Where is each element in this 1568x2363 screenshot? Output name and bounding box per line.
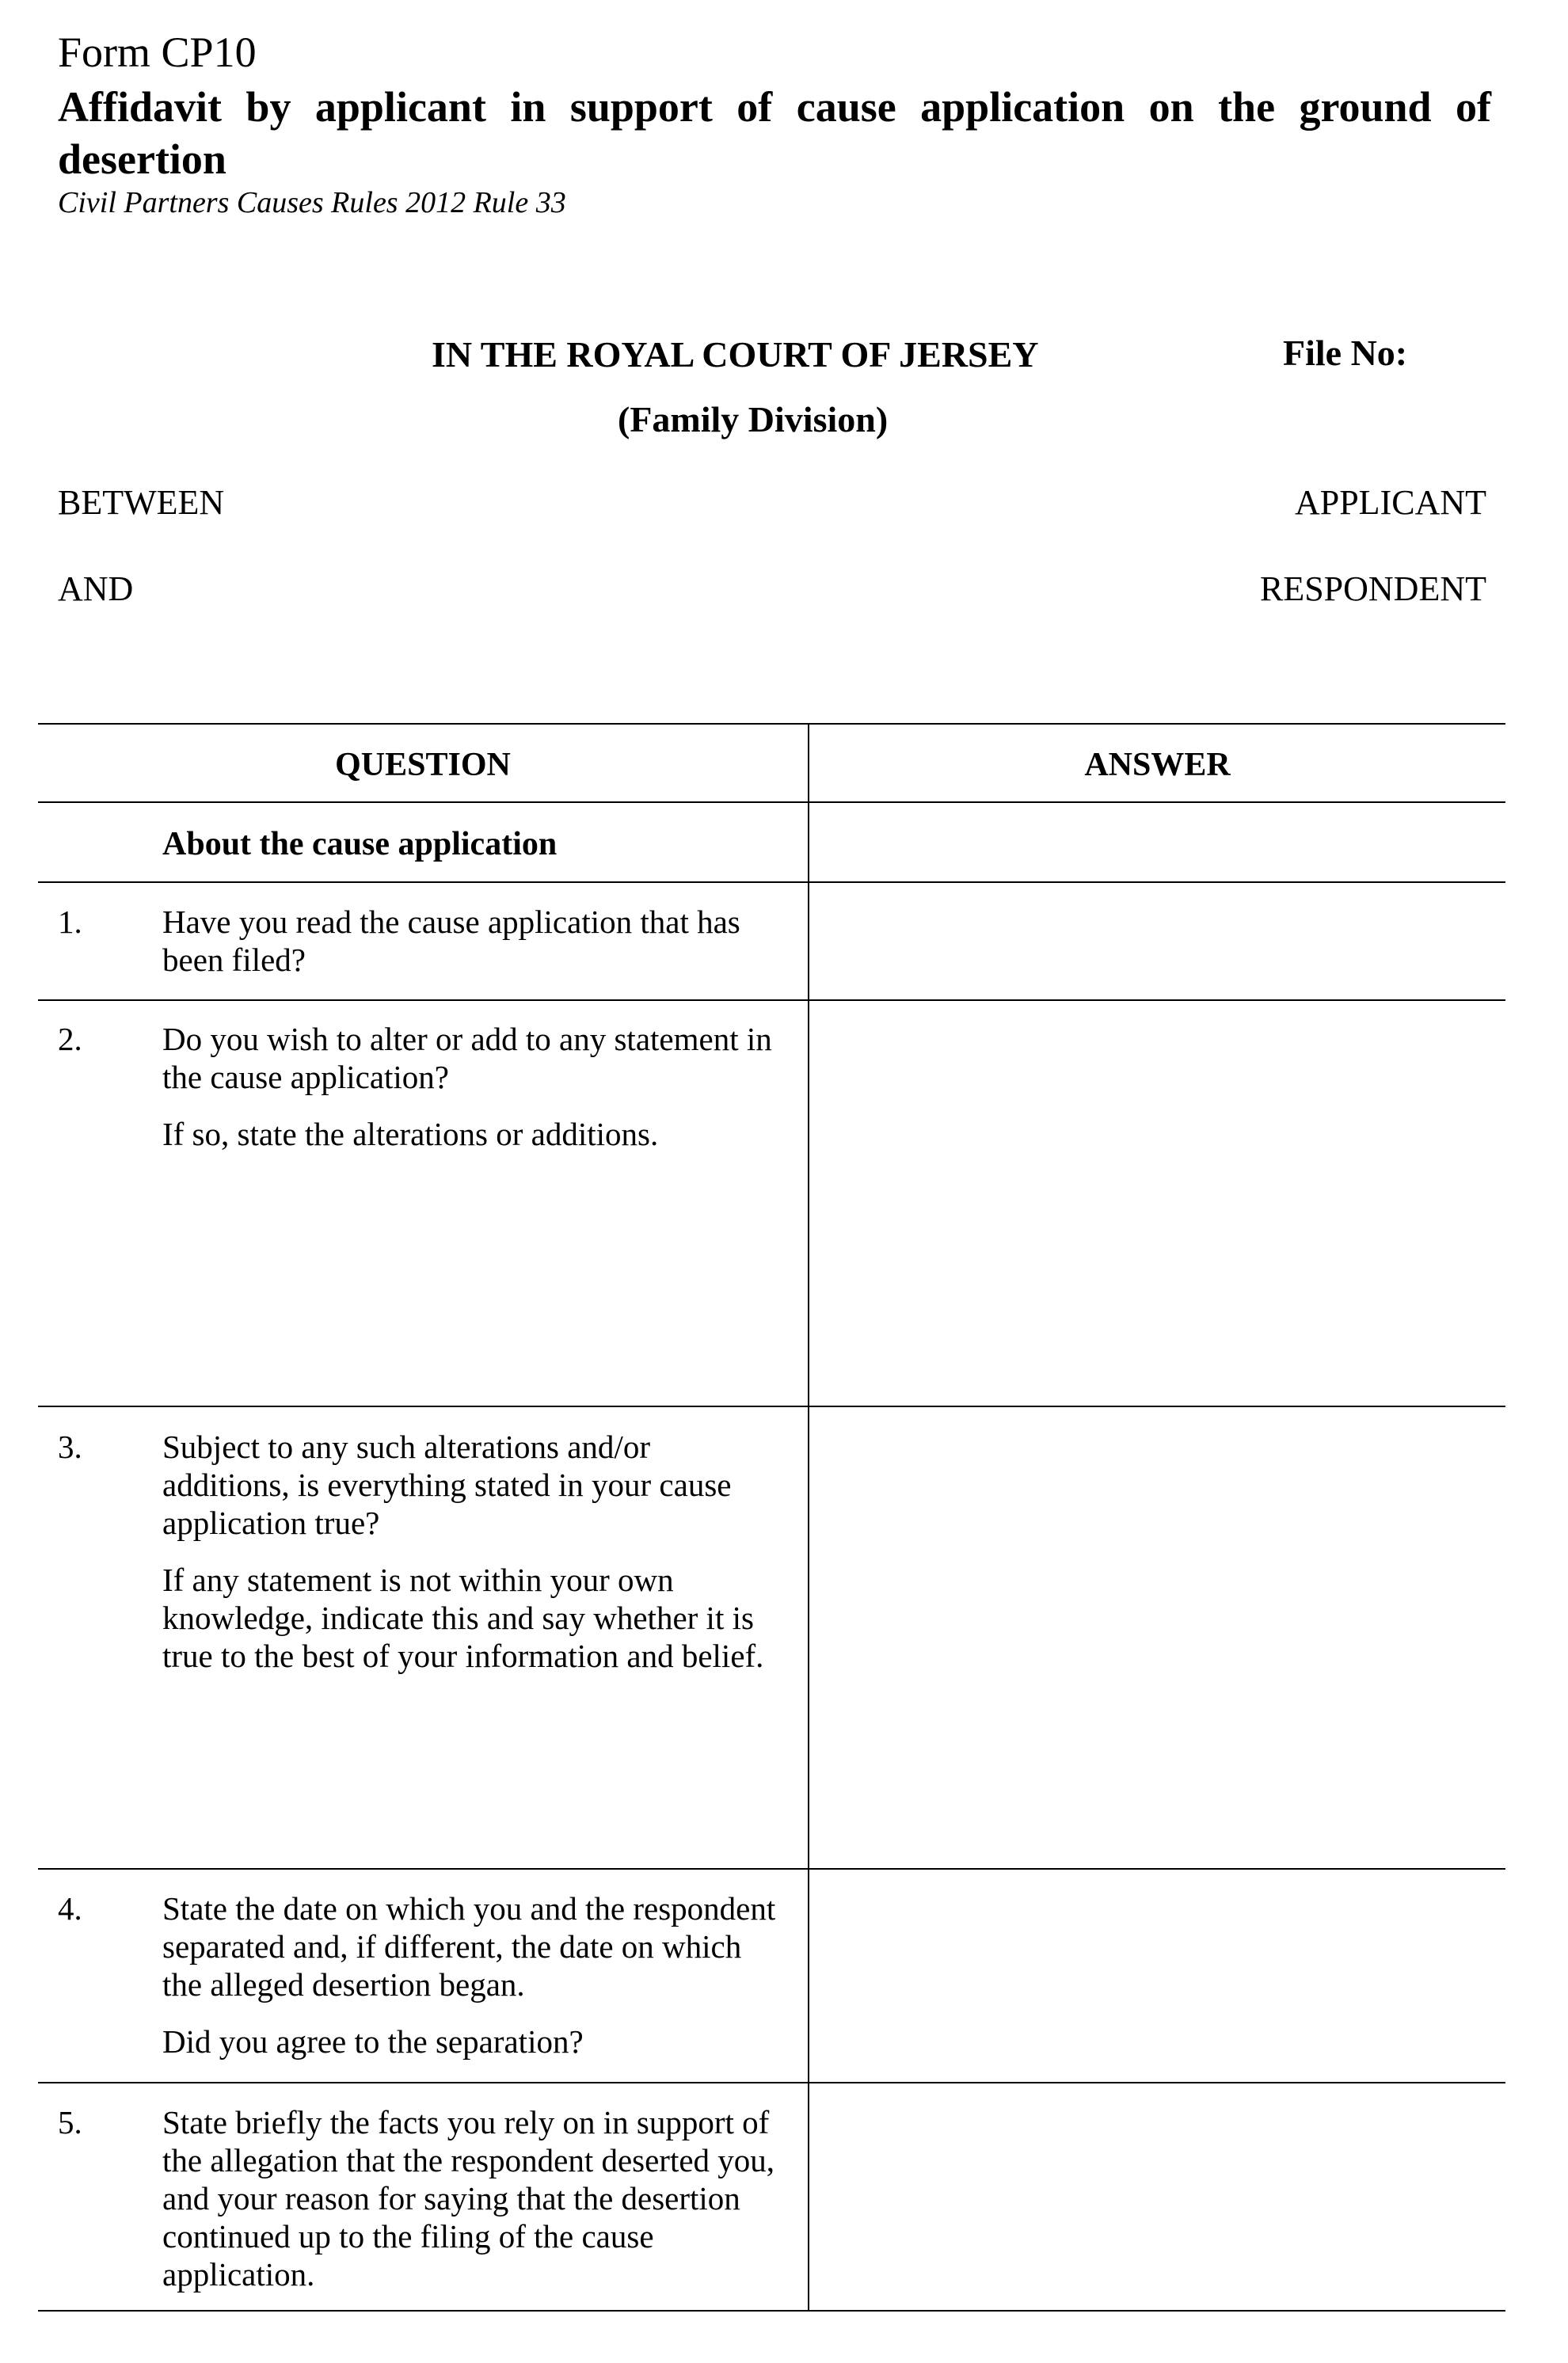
question-note-line: true to the best of your information and belief.	[162, 1638, 764, 1674]
court-division: (Family Division)	[618, 399, 889, 439]
form-number: Form CP10	[58, 29, 257, 76]
table-row-rule	[38, 2082, 1505, 2083]
question-line: State briefly the facts you rely on in support of	[162, 2104, 770, 2140]
question-line: the allegation that the respondent deserted you,	[162, 2142, 775, 2178]
question-text	[162, 1428, 796, 1675]
table-header-rule	[38, 801, 1505, 803]
form-rule-reference: Civil Partners Causes Rules 2012 Rule 33	[58, 186, 566, 219]
question-number: 4.	[58, 1890, 82, 1927]
answer-column-header: ANSWER	[1084, 747, 1231, 783]
question-line: continued up to the filing of the cause	[162, 2218, 654, 2255]
file-number-label: File No:	[1283, 333, 1408, 373]
question-line: the cause application?	[162, 1059, 449, 1095]
table-row-rule	[38, 1868, 1505, 1870]
table-column-divider	[808, 723, 809, 2310]
question-line: application true?	[162, 1505, 380, 1541]
and-label: AND	[58, 569, 134, 608]
question-line: separated and, if different, the date on which	[162, 1928, 742, 1965]
question-number: 2.	[58, 1021, 82, 1057]
question-line: application.	[162, 2256, 315, 2293]
table-top-rule	[38, 723, 1505, 725]
question-note-line: If so, state the alterations or additions.	[162, 1116, 659, 1152]
between-label: BETWEEN	[58, 483, 225, 522]
question-number: 3.	[58, 1429, 82, 1465]
question-note-line: knowledge, indicate this and say whether it is	[162, 1600, 754, 1636]
table-bottom-rule	[38, 2310, 1505, 2312]
question-line: Have you read the cause application that has	[162, 904, 740, 940]
question-column-header: QUESTION	[335, 747, 511, 783]
question-number: 1.	[58, 904, 82, 940]
table-row-rule	[38, 1406, 1505, 1407]
question-line: and your reason for saying that the desertion	[162, 2180, 740, 2217]
question-text	[162, 2103, 796, 2293]
section-heading: About the cause application	[162, 826, 558, 862]
question-number: 5.	[58, 2104, 82, 2140]
question-line: Subject to any such alterations and/or	[162, 1429, 650, 1465]
court-name: IN THE ROYAL COURT OF JERSEY	[432, 334, 1039, 375]
respondent-label: RESPONDENT	[1259, 569, 1486, 608]
table-row-rule	[38, 999, 1505, 1001]
question-line: State the date on which you and the respondent	[162, 1890, 776, 1927]
table-row-rule	[38, 881, 1505, 883]
question-text	[162, 1889, 796, 2060]
question-note-line: Did you agree to the separation?	[162, 2023, 584, 2060]
question-text	[162, 903, 796, 979]
applicant-label: APPLICANT	[1294, 483, 1486, 522]
question-note-line: If any statement is not within your own	[162, 1562, 674, 1598]
question-line: Do you wish to alter or add to any statement in	[162, 1021, 772, 1057]
question-text	[162, 1020, 796, 1153]
form-title: Affidavit by applicant in support of cause application on the ground of desertion	[58, 83, 1491, 183]
question-line: additions, is everything stated in your cause	[162, 1467, 732, 1503]
question-line: the alleged desertion began.	[162, 1966, 525, 2003]
question-line: been filed?	[162, 942, 306, 978]
